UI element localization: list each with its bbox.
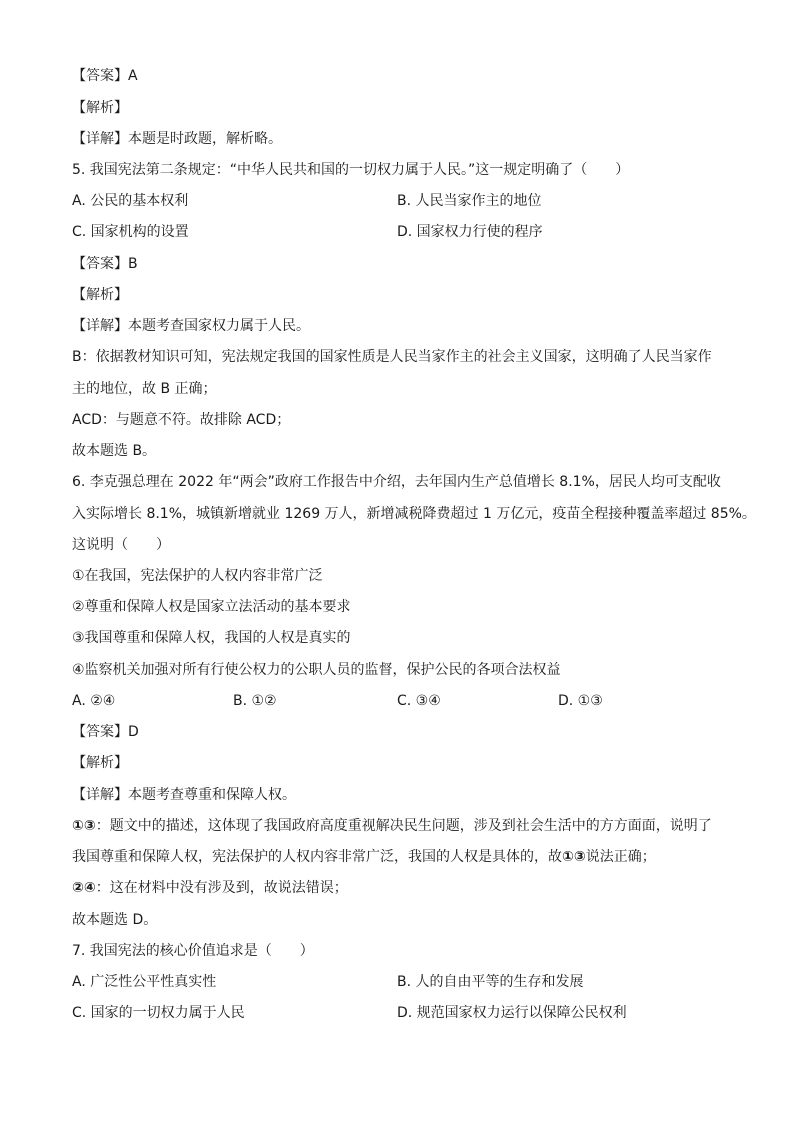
q4-answer-line (72, 66, 138, 86)
q7-option-b: B. 人的自由平等的生存和发展 (397, 974, 584, 990)
q5-answer-line (72, 254, 138, 274)
q6-statement-3: ③我国尊重和保障人权，我国的人权是真实的 (72, 630, 351, 646)
explain-text: 说法正确； (585, 849, 656, 865)
q5-analysis-tag: 【解析】 (72, 287, 128, 303)
detail-text: 本题考查尊重和保障人权。 (128, 787, 296, 803)
q6-option-a: A. ②④ (72, 693, 116, 709)
q6-stem-2: 入实际增长 8.1%，城镇新增就业 1269 万人，新增减税降费超过 1 万亿元，疫苗全程接种覆盖率超过 85%。 (72, 506, 756, 522)
explain-text: ：这在材料中没有涉及到，故说法错误； (95, 880, 348, 896)
q5-explain-3: ACD：与题意不符。故排除 ACD； (72, 412, 291, 428)
answer-value: D (128, 724, 139, 740)
q7-stem: 7. 我国宪法的核心价值追求是（ ） (72, 943, 314, 959)
q5-option-c: C. 国家机构的设置 (72, 224, 189, 240)
detail-tag: 【详解】 (72, 787, 128, 803)
q4-detail-line (72, 129, 282, 149)
q6-explain-2 (72, 847, 656, 867)
answer-value: B (128, 256, 138, 272)
statement-ref: ①③ (562, 849, 586, 865)
q4-analysis-tag: 【解析】 (72, 100, 128, 116)
explain-text: ：题文中的描述，这体现了我国政府高度重视解决民生问题，涉及到社会生活中的方方面面，说明了 (95, 818, 712, 834)
q7-option-d: D. 规范国家权力运行以保障公民权利 (397, 1005, 627, 1021)
detail-text: 本题是时政题，解析略。 (128, 131, 282, 147)
statement-ref: ②④ (72, 880, 96, 896)
q6-stem-1: 6. 李克强总理在 2022 年“两会”政府工作报告中介绍，去年国内生产总值增长 8.1%，居民人均可支配收 (72, 474, 721, 490)
q5-explain-2: 主的地位，故 B 正确； (72, 381, 217, 397)
q6-statement-2: ②尊重和保障人权是国家立法活动的基本要求 (72, 599, 351, 615)
q6-explain-3 (72, 878, 348, 898)
q6-stem-3: 这说明（ ） (72, 537, 170, 553)
answer-tag: 【答案】 (72, 724, 128, 740)
answer-value: A (128, 68, 138, 84)
q6-statement-1: ①在我国，宪法保护的人权内容非常广泛 (72, 568, 323, 584)
explain-text: 我国尊重和保障人权，宪法保护的人权内容非常广泛，我国的人权是具体的，故 (72, 849, 562, 865)
q7-option-a: A. 广泛性公平性真实性 (72, 974, 217, 990)
q5-option-a: A. 公民的基本权利 (72, 193, 189, 209)
q7-option-c: C. 国家的一切权力属于人民 (72, 1005, 245, 1021)
detail-tag: 【详解】 (72, 131, 128, 147)
q6-answer-line (72, 722, 139, 742)
detail-tag: 【详解】 (72, 318, 128, 334)
q6-statement-4: ④监察机关加强对所有行使公权力的公职人员的监督，保护公民的各项合法权益 (72, 662, 561, 678)
q5-option-b: B. 人民当家作主的地位 (397, 193, 542, 209)
q6-option-b: B. ①② (233, 693, 277, 709)
q6-option-c: C. ③④ (397, 693, 441, 709)
answer-tag: 【答案】 (72, 68, 128, 84)
statement-ref: ①③ (72, 818, 96, 834)
q5-option-d: D. 国家权力行使的程序 (397, 224, 543, 240)
q6-analysis-tag: 【解析】 (72, 755, 128, 771)
q6-option-d: D. ①③ (558, 693, 603, 709)
q6-conclusion: 故本题选 D。 (72, 912, 158, 928)
q5-detail-line (72, 316, 310, 336)
detail-text: 本题考查国家权力属于人民。 (128, 318, 310, 334)
q5-stem: 5. 我国宪法第二条规定：“中华人民共和国的一切权力属于人民。”这一规定明确了（ ） (72, 162, 630, 178)
answer-tag: 【答案】 (72, 256, 128, 272)
q5-explain-1: B：依据教材知识可知，宪法规定我国的国家性质是人民当家作主的社会主义国家，这明确了人民当家作 (72, 349, 712, 365)
q5-conclusion: 故本题选 B。 (72, 443, 157, 459)
q6-detail-line (72, 785, 296, 805)
q6-explain-1 (72, 816, 712, 836)
